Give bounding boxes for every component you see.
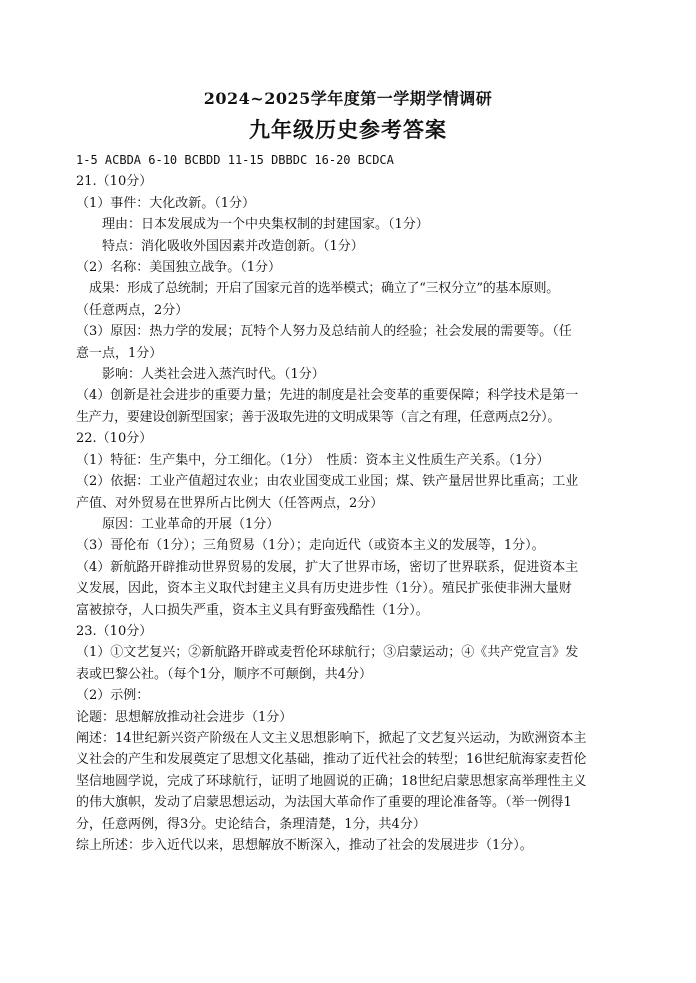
q22-line: （4）新航路开辟推动世界贸易的发展，扩大了世界市场，密切了世界联系，促进资本主 xyxy=(76,559,579,575)
q22-line: （2）依据：工业产值超过农业；由农业国变成工业国；煤、铁产量居世界比重高；工业 xyxy=(76,474,579,490)
q21-line: （任意两点，2分） xyxy=(76,302,189,318)
q21-line: 意一点，1分） xyxy=(76,345,163,361)
answer-key-title: 九年级历史参考答案 xyxy=(249,117,447,142)
exam-title: 2024~2025学年度第一学期学情调研 xyxy=(203,89,493,108)
q23-heading: 23.（10分） xyxy=(76,623,153,639)
q21-line: 生产力，要建设创新型国家；善于汲取先进的文明成果等（言之有理，任意两点2分）。 xyxy=(76,409,561,425)
q23-line: 坚信地圆学说，完成了环球航行，证明了地圆说的正确；18世纪启蒙思想家高举理性主义 xyxy=(76,773,587,789)
q21-line: 理由：日本发展成为一个中央集权制的封建国家。（1分） xyxy=(102,217,429,233)
q23-line: （2）示例： xyxy=(76,688,150,704)
q23-line: 分，任意两例，得3分。史论结合，条理清楚，1分，共4分） xyxy=(76,816,426,832)
q21-line: 影响：人类社会进入蒸汽时代。（1分） xyxy=(102,367,325,383)
q21-line: 成果：形成了总统制；开启了国家元首的选举模式；确立了“三权分立”的基本原则。 xyxy=(89,281,559,297)
q23-line: （1）①文艺复兴；②新航路开辟或麦哲伦环球航行；③启蒙运动；④《共产党宣言》发 xyxy=(76,645,579,661)
q22-heading: 22.（10分） xyxy=(76,431,153,447)
q21-line: （3）原因：热力学的发展；瓦特个人努力及总结前人的经验；社会发展的需要等。（任 xyxy=(76,324,572,340)
q23-line: 的伟大旗帜，发动了启蒙思想运动，为法国大革命作了重要的理论准备等。（举一例得1 xyxy=(76,795,572,811)
q21-line: （4）创新是社会进步的重要力量；先进的制度是社会变革的重要保障；科学技术是第一 xyxy=(76,388,579,404)
q22-line: 产值、对外贸易在世界所占比例大（任答两点，2分） xyxy=(76,495,384,511)
q21-line: （1）事件：大化改新。（1分） xyxy=(76,195,256,211)
q23-line: 阐述：14世纪新兴资产阶级在人文主义思想影响下，掀起了文艺复兴运动，为欧洲资本主 xyxy=(76,730,587,746)
q22-line: 富被掠夺，人口损失严重，资本主义具有野蛮残酷性（1分）。 xyxy=(76,602,429,618)
q22-line: 义发展，因此，资本主义取代封建主义具有历史进步性（1分）。殖民扩张使非洲大量财 xyxy=(76,581,572,597)
q21-line: 特点：消化吸收外国因素并改造创新。（1分） xyxy=(102,238,364,254)
q21-line: （2）名称：美国独立战争。（1分） xyxy=(76,260,282,276)
q21-heading: 21.（10分） xyxy=(76,174,153,190)
q23-line: 表或巴黎公社。（每个1分，顺序不可颠倒，共4分） xyxy=(76,666,373,682)
q23-line: 综上所述：步入近代以来，思想解放不断深入，推动了社会的发展进步（1分）。 xyxy=(76,838,533,853)
q23-line: 论题：思想解放推动社会进步（1分） xyxy=(76,709,293,725)
q22-line: （3）哥伦布（1分）；三角贸易（1分）；走向近代（或资本主义的发展等，1分）。 xyxy=(76,538,545,554)
answer-body xyxy=(76,150,624,856)
q23-line: 义社会的产生和发展奠定了思想文化基础，推动了近代社会的转型；16世纪航海家麦哲伦 xyxy=(76,752,587,768)
choice-answers: 1-5 ACBDA 6-10 BCBDD 11-15 DBBDC 16-20 BCDCA xyxy=(76,153,394,167)
q22-line: 原因：工业革命的开展（1分） xyxy=(102,516,280,532)
q22-line: （1）特征：生产集中，分工细化。（1分） 性质：资本主义性质生产关系。（1分） xyxy=(76,452,550,468)
